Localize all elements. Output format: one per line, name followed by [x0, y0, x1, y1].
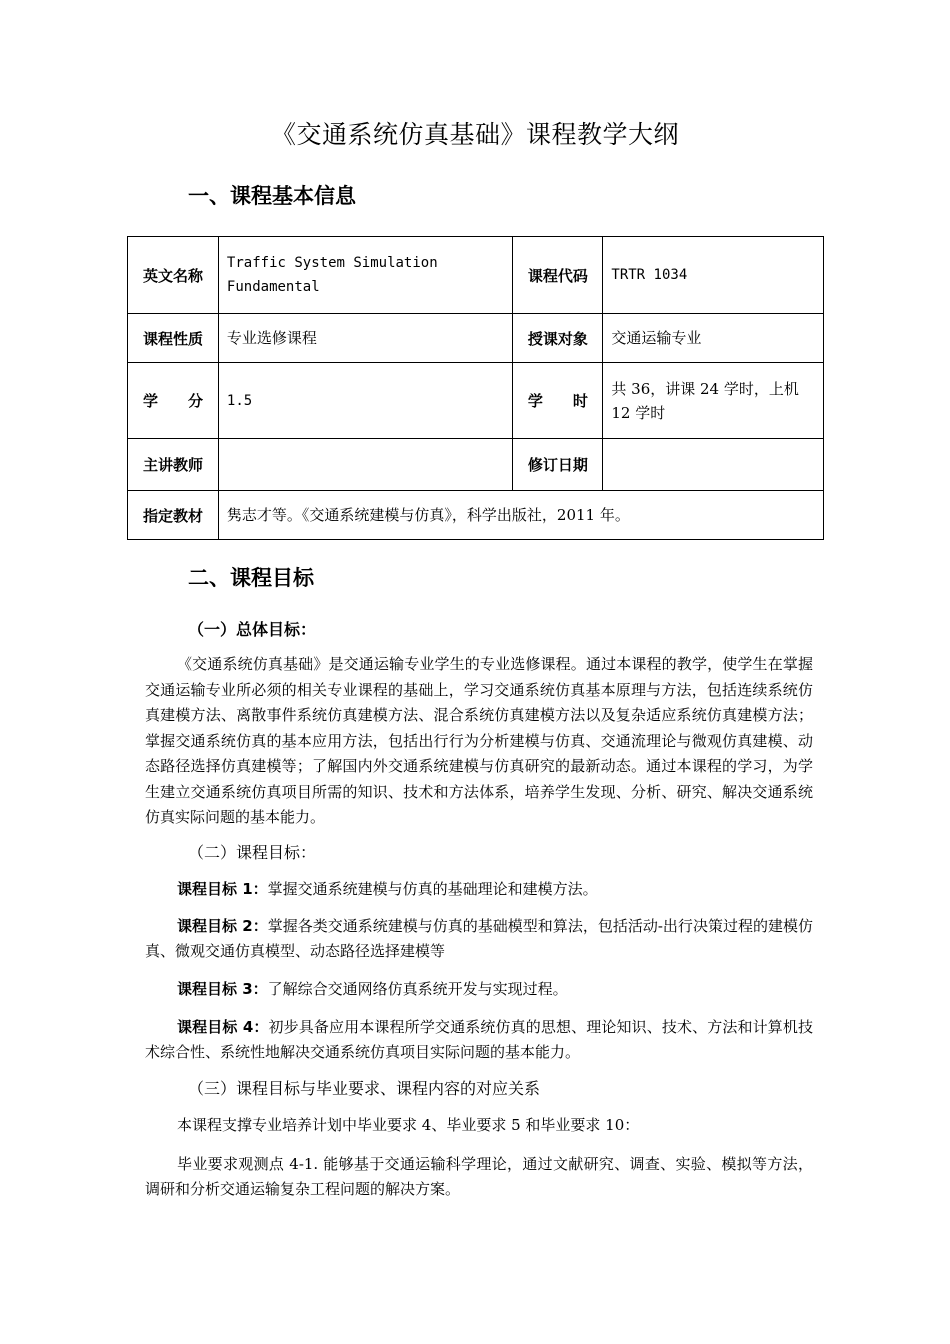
table-row [128, 314, 824, 363]
audience-label: 授课对象 [513, 314, 603, 363]
revision-label: 修订日期 [513, 439, 603, 491]
course-goal-label: 课程目标 2： [177, 917, 268, 935]
course-goal-4 [145, 1015, 813, 1065]
course-goals-heading: （二）课程目标： [188, 843, 317, 862]
table-row [128, 439, 824, 491]
course-goal-2 [145, 914, 813, 964]
credits-value: 1.5 [218, 363, 513, 439]
textbook-label: 指定教材 [128, 491, 219, 540]
course-goal-text: 了解综合交通网络仿真系统开发与实现过程。 [267, 980, 568, 998]
teacher-value [218, 439, 513, 491]
mapping-heading: （三）课程目标与毕业要求、课程内容的对应关系 [188, 1079, 541, 1098]
course-code-value: TRTR 1034 [603, 237, 824, 314]
hours-label: 学 时 [513, 363, 603, 439]
support-text: 本课程支撑专业培养计划中毕业要求 4、毕业要求 5 和毕业要求 10： [177, 1116, 640, 1134]
table-row [128, 491, 824, 540]
textbook-value: 隽志才等。《交通系统建模与仿真》，科学出版社，2011 年。 [218, 491, 823, 540]
credits-label: 学 分 [128, 363, 219, 439]
requirement-text: 毕业要求观测点 4-1. 能够基于交通运输科学理论，通过文献研究、调查、实验、模拟等方法，调研和分析交通运输复杂工程问题的解决方案。 [145, 1155, 813, 1198]
course-goal-label: 课程目标 3： [177, 980, 268, 998]
nature-value: 专业选修课程 [218, 314, 513, 363]
nature-label: 课程性质 [128, 314, 219, 363]
course-goal-text: 掌握交通系统建模与仿真的基础理论和建模方法。 [267, 880, 598, 898]
table-row [128, 237, 824, 314]
course-goal-text: 掌握各类交通系统建模与仿真的基础模型和算法，包括活动-出行决策过程的建模仿真、微观交通仿真模型、动态路径选择建模等 [145, 917, 813, 960]
overall-goal-text: 《交通系统仿真基础》是交通运输专业学生的专业选修课程。通过本课程的教学，使学生在掌握交通运输专业所必须的相关专业课程的基础上，学习交通系统仿真基本原理与方法，包括连续系统仿真建模方法、离散事件系统仿真建模方法、混合系统仿真建模方法以及复杂适应系统仿真建模方法；掌握交通系统仿真的基本应用方法，包括出行行为分析建模与仿真、交通流理论与微观仿真建模、动态路径选择仿真建模等；了解国内外交通系统建模与仿真研究的最新动态。通过本课程的学习，为学生建立交通系统仿真项目所需的知识、技术和方法体系，培养学生发现、分析、研究、解决交通系统仿真实际问题的基本能力。 [145, 655, 813, 826]
english-name-label: 英文名称 [128, 237, 219, 314]
revision-value [603, 439, 824, 491]
table-row [128, 363, 824, 439]
course-info-table [127, 236, 824, 540]
section2-heading: 二、课程目标 [188, 566, 314, 590]
document-title: 《交通系统仿真基础》课程教学大纲 [270, 120, 679, 149]
overall-goal-heading: （一）总体目标： [188, 620, 317, 639]
english-name-value: Traffic System Simulation Fundamental [218, 237, 513, 314]
course-goal-1 [145, 877, 813, 902]
course-code-label: 课程代码 [513, 237, 603, 314]
section1-heading: 一、课程基本信息 [188, 184, 356, 208]
audience-value: 交通运输专业 [603, 314, 824, 363]
hours-value: 共 36，讲课 24 学时，上机 12 学时 [603, 363, 824, 439]
course-goal-text: 初步具备应用本课程所学交通系统仿真的思想、理论知识、技术、方法和计算机技术综合性、系统性地解决交通系统仿真项目实际问题的基本能力。 [145, 1018, 813, 1061]
course-goal-3 [145, 977, 813, 1002]
course-goal-label: 课程目标 1： [177, 880, 268, 898]
teacher-label: 主讲教师 [128, 439, 219, 491]
course-goal-label: 课程目标 4： [177, 1018, 269, 1036]
